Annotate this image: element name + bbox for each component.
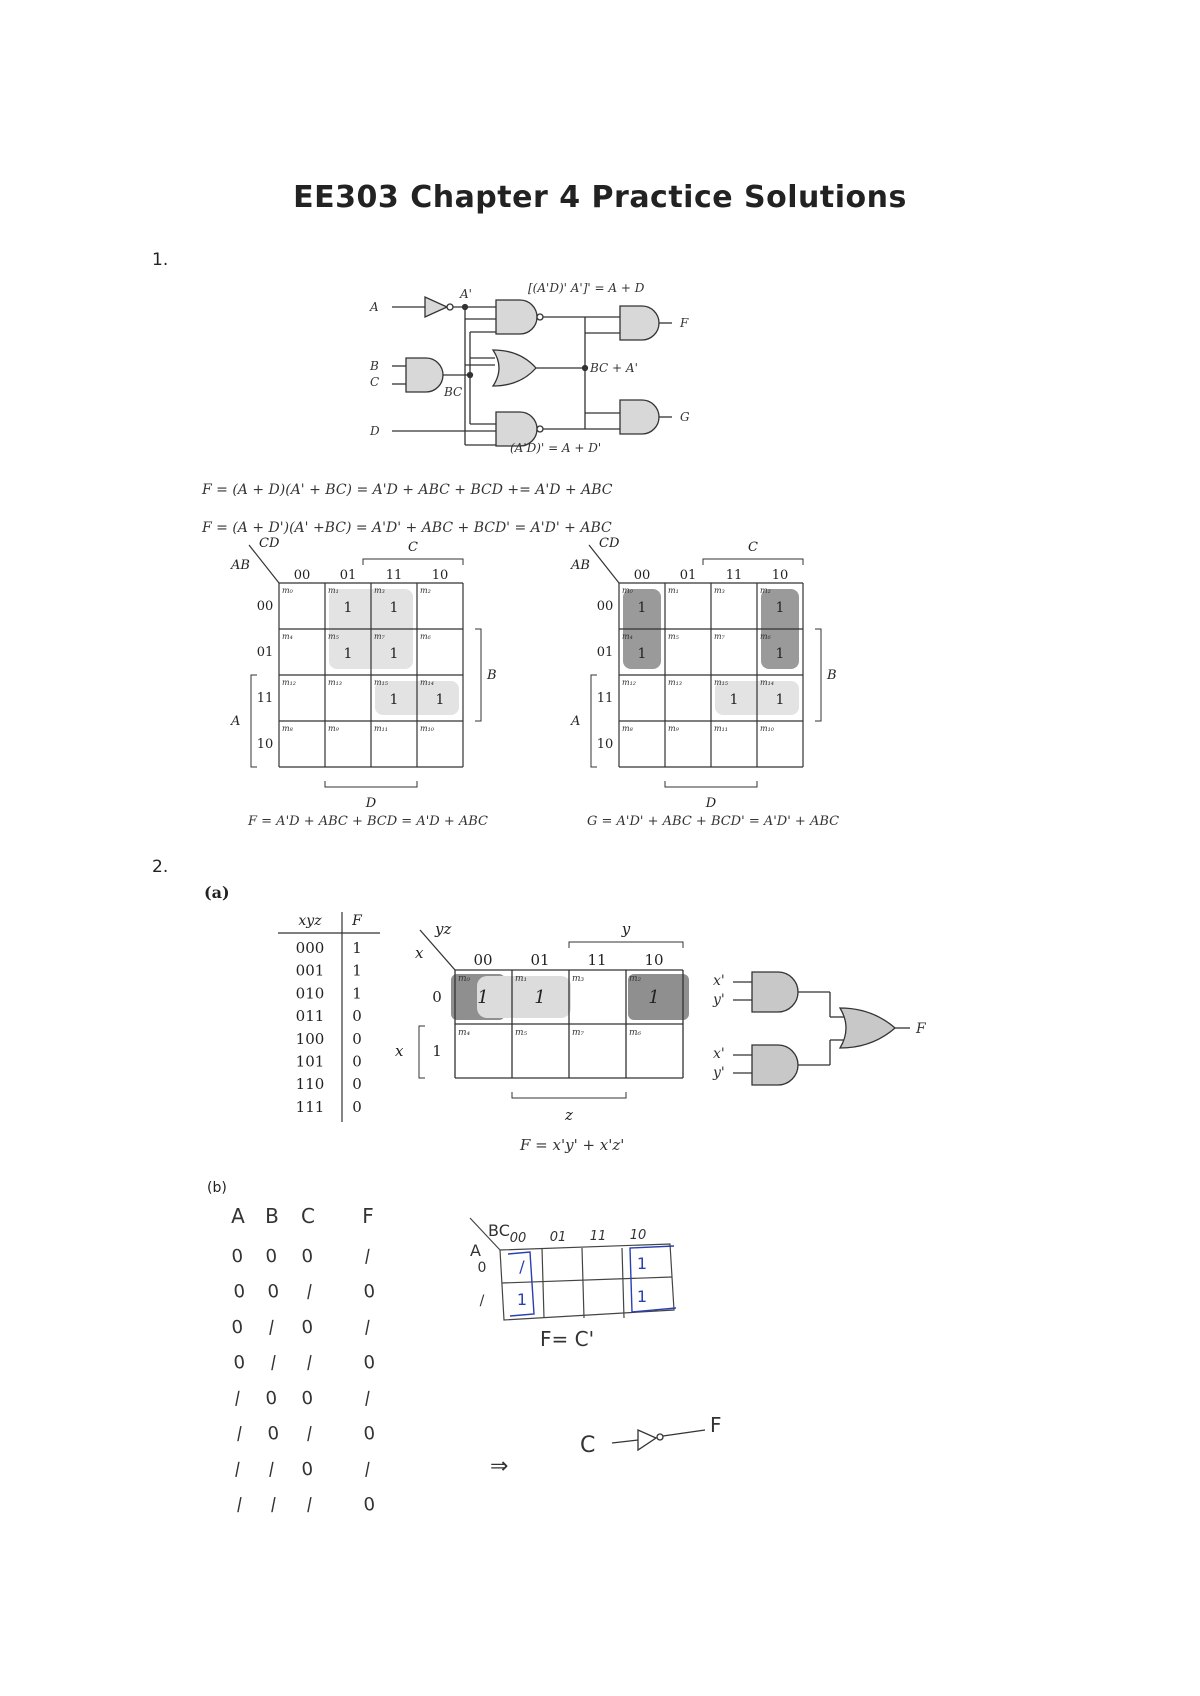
truth-table-cell: 0 [352,1075,362,1094]
handwritten-table-cell: / [363,1316,372,1339]
truth-table-cell: 0 [352,1029,362,1048]
kmap-col-header: 11 [587,951,607,969]
q2a-gate-input-4: y' [713,1065,725,1081]
handwritten-table-cell: / [305,1352,314,1374]
handwritten-table-cell: 0 [266,1280,281,1303]
handwritten-table-header: C [301,1204,315,1228]
truth-table-cell: 1 [352,961,362,980]
circuit-input-b: B [370,359,379,373]
handwritten-table-cell: / [233,1458,242,1481]
handwritten-table-cell: 0 [300,1316,315,1339]
kmap-cell-value: 1 [648,987,660,1008]
truth-table-b [231,1204,377,1516]
kmap-col-header: 00 [633,568,651,583]
kmap-minterm-label: m₁₁ [374,724,388,733]
kmap-cell-value: 1 [637,600,647,616]
kmap-cell-value: 1 [435,692,445,708]
handwritten-table-cell: / [305,1281,314,1303]
q2b-circuit-output: F [710,1413,722,1437]
handwritten-table-cell: 0 [362,1493,377,1516]
kmap-row-header: 0 [432,988,442,1006]
kmap-row-variable: AB [571,558,590,573]
truth-table-cell: 000 [295,939,325,957]
handwritten-table-cell: 0 [230,1316,245,1339]
kmap-2b-caption: F= C' [540,1327,595,1351]
kmap-minterm-label: m₁₄ [420,678,434,687]
kmap-var-a: A [231,714,241,729]
handwritten-table-cell: / [305,1423,314,1445]
truth-table-cell: 011 [295,1007,325,1026]
kmap-grid-line [502,1277,672,1283]
kmap-col-variable: CD [599,536,620,551]
kmap-minterm-label: m₈ [282,724,293,733]
handwritten-table-cell: 0 [300,1458,315,1481]
kmap-cell-value: / [519,1257,525,1276]
kmap-minterm-label: m₉ [328,724,339,733]
implies-arrow: ⇒ [490,1454,509,1479]
kmap-bracket-b [815,629,821,721]
handwritten-table-cell: 0 [232,1351,247,1374]
kmap-minterm-label: m₁₅ [714,678,728,687]
kmap-grid-line [582,1248,584,1318]
kmap-col-header: 10 [771,568,789,583]
kmap-col-variable: yz [435,920,452,938]
kmap-minterm-label: m₁₃ [668,678,682,687]
kmap-col-variable: BC [488,1221,510,1240]
q1-equation-f: F = (A + D)(A' + BC) = A'D + ABC + BCD += A'D + ABC [202,482,613,498]
q2a-gate-input-2: y' [713,992,725,1008]
kmap-bracket-a [251,675,257,767]
kmap-col-variable: CD [259,536,280,551]
kmap-row-header: 10 [256,737,274,752]
kmap-col-header: 10 [431,568,449,583]
circuit-input-d: D [370,424,380,438]
circuit-mid-expression: BC + A' [590,361,638,375]
kmap-cell-value: 1 [389,600,399,616]
kmap-bracket-d [665,781,757,787]
kmap-cell-value: 1 [775,600,785,616]
kmap-minterm-label: m₆ [420,632,431,641]
kmap-minterm-label: m₁ [515,974,528,984]
kmap-row-header: 00 [596,599,614,614]
handwritten-table-cell: 0 [266,1422,281,1445]
truth-table-cell: 001 [295,961,325,980]
truth-table-cell: 1 [352,984,362,1003]
q2a-gate-input-1: x' [713,973,725,989]
kmap-f-caption: F = A'D + ABC + BCD = A'D + ABC [248,814,488,829]
kmap-minterm-label: m₉ [668,724,679,733]
kmap-col-header: 01 [679,568,697,583]
question-2-number: 2. [152,857,169,877]
kmap-bracket-a [591,675,597,767]
kmap-minterm-label: m₇ [374,632,385,641]
kmap-row-variable: x [415,944,424,962]
handwritten-table-cell: 0 [232,1280,247,1303]
kmap-var-x: x [395,1042,404,1060]
handwritten-table-cell: / [235,1423,244,1445]
kmap-grid-line [542,1248,544,1318]
kmap-minterm-label: m₆ [760,632,771,641]
kmap-minterm-label: m₁₁ [714,724,728,733]
kmap-minterm-label: m₅ [668,632,679,641]
kmap-col-header: 11 [589,1229,607,1244]
q2a-gate-output: F [916,1021,926,1037]
kmap-var-b: B [487,668,497,683]
truth-table-cell: 0 [352,1052,362,1071]
kmap-bracket-y [569,942,683,948]
kmap-row-header: 0 [477,1260,487,1276]
kmap-minterm-label: m₁ [668,586,679,595]
kmap-minterm-label: m₃ [374,586,385,595]
kmap-bracket-c [363,559,463,565]
circuit-label-a-not: A' [460,287,472,301]
circuit-output-g: G [680,410,690,424]
truth-table-cell: 1 [352,939,362,957]
handwritten-table-cell: / [363,1387,372,1410]
kmap-var-c: C [748,540,758,555]
kmap-col-header: 11 [725,568,743,583]
q1-equation-g: F = (A + D')(A' +BC) = A'D' + ABC + BCD' = A'D' + ABC [202,520,612,536]
kmap-row-header: 11 [256,691,274,706]
circuit-input-a: A [370,300,379,314]
document-title: EE303 Chapter 4 Practice Solutions [293,180,907,215]
kmap-cell-value: 1 [636,1287,648,1306]
kmap-minterm-label: m₁₅ [374,678,388,687]
kmap-cell-value: 1 [775,646,785,662]
kmap-bracket-x [419,1026,425,1078]
kmap-var-d: D [365,796,377,811]
handwritten-table-cell: 0 [362,1280,377,1303]
kmap-row-header: 00 [256,599,274,614]
kmap-bracket-b [475,629,481,721]
kmap-minterm-label: m₅ [515,1028,528,1038]
kmap-minterm-label: m₂ [629,974,642,984]
kmap-minterm-label: m₂ [760,586,771,595]
handwritten-table-cell: 0 [362,1351,377,1374]
circuit-bottom-expression: (A'D)' = A + D' [510,441,602,455]
kmap-minterm-label: m₁₀ [420,724,434,733]
q2a-gate-input-3: x' [713,1046,725,1062]
kmap-minterm-label: m₁₀ [760,724,774,733]
kmap-col-header: 00 [293,568,311,583]
kmap-minterm-label: m₄ [458,1028,471,1038]
handwritten-table-cell: / [269,1352,278,1374]
kmap-minterm-label: m₁₂ [622,678,636,687]
kmap-minterm-label: m₇ [714,632,725,641]
handwritten-table-header: B [265,1204,279,1228]
kmap-minterm-label: m₄ [282,632,293,641]
q2b-circuit-input: C [580,1433,596,1458]
kmap-grid-line [622,1248,624,1318]
kmap-col-header: 01 [549,1230,567,1245]
kmap-minterm-label: m₁ [328,586,339,595]
truth-table-a [278,912,380,1122]
kmap-cell-value: 1 [636,1254,648,1273]
kmap-g-caption: G = A'D' + ABC + BCD' = A'D' + ABC [587,814,840,829]
kmap-minterm-label: m₀ [458,974,471,984]
kmap-minterm-label: m₃ [714,586,725,595]
handwritten-table-cell: 0 [264,1245,279,1268]
handwritten-table-header: F [362,1204,374,1228]
kmap-var-y: y [621,920,631,938]
truth-table-cell: 010 [295,984,325,1003]
handwritten-table-cell: / [235,1494,244,1516]
handwritten-table-cell: / [305,1494,314,1516]
q2a-circuit [733,972,910,1085]
kmap-row-header: 11 [596,691,614,706]
kmap-row-header: 01 [256,645,274,660]
handwritten-table-cell: 0 [300,1245,315,1268]
handwritten-table-header: A [231,1204,245,1228]
kmap-cell-value: 1 [389,646,399,662]
kmap-minterm-label: m₀ [282,586,293,595]
kmap-bracket-c [703,559,803,565]
kmap-cell-value: 1 [389,692,399,708]
kmap-var-b: B [827,668,837,683]
kmap-var-a: A [571,714,581,729]
handwritten-table-cell: / [267,1458,276,1481]
kmap-2b [470,1218,676,1320]
kmap-col-header: 00 [473,951,493,969]
circuit-top-expression: [(A'D)' A']' = A + D [528,281,645,295]
q2a-label: (a) [204,883,230,902]
handwritten-table-cell: 0 [362,1422,377,1445]
kmap-cell-value: 1 [534,987,546,1008]
kmap-col-header: 11 [385,568,403,583]
circuit-input-c: C [370,375,380,389]
handwritten-table-cell: / [363,1458,372,1481]
kmap-var-z: z [565,1106,573,1124]
kmap-minterm-label: m₄ [622,632,633,641]
kmap-minterm-label: m₇ [572,1028,585,1038]
kmap-row-variable: A [470,1241,481,1260]
handwritten-table-cell: 0 [300,1387,315,1410]
kmap-g [570,536,837,811]
kmap-row-header: / [479,1293,485,1309]
kmap-bracket-d [325,781,417,787]
kmap-minterm-label: m₂ [420,586,431,595]
kmap-row-header: 10 [596,737,614,752]
kmap-minterm-label: m₈ [622,724,633,733]
kmap-2a-caption: F = x'y' + x'z' [520,1136,625,1154]
handwritten-table-cell: / [233,1387,242,1410]
kmap-minterm-label: m₃ [572,974,585,984]
truth-table-cell: 111 [295,1097,325,1116]
kmap-2a [395,920,689,1124]
kmap-row-header: 01 [596,645,614,660]
kmap-cell-value: 1 [729,692,739,708]
kmap-col-header: 01 [530,951,550,969]
kmap-cell-value: 1 [343,600,353,616]
truth-table-header: xyz [298,913,322,929]
kmap-minterm-label: m₅ [328,632,339,641]
kmap-cell-value: 1 [343,646,353,662]
kmap-col-header: 00 [509,1231,527,1246]
question-1-number: 1. [152,250,169,270]
kmap-row-variable: AB [231,558,250,573]
kmap-minterm-label: m₆ [629,1028,642,1038]
kmap-col-header: 10 [644,951,664,969]
kmap-minterm-label: m₀ [622,586,633,595]
truth-table-cell: 0 [352,1007,362,1026]
kmap-cell-value: 1 [775,692,785,708]
truth-table-header: F [352,913,362,929]
truth-table-cell: 110 [295,1075,325,1094]
circuit-output-f: F [680,316,689,330]
truth-table-cell: 100 [295,1029,325,1048]
kmap-minterm-label: m₁₃ [328,678,342,687]
kmap-cell-value: 1 [637,646,647,662]
kmap-var-c: C [408,540,418,555]
kmap-row-header: 1 [432,1042,442,1060]
handwritten-table-cell: / [363,1245,372,1268]
truth-table-cell: 0 [352,1097,362,1116]
q2b-label: (b) [207,1180,227,1196]
kmap-var-d: D [705,796,717,811]
kmap-f [230,536,497,811]
kmap-col-header: 01 [339,568,357,583]
handwritten-table-cell: 0 [264,1387,279,1410]
circuit-label-bc: BC [444,385,463,399]
kmap-minterm-label: m₁₄ [760,678,774,687]
kmap-cell-value: 1 [516,1290,528,1309]
kmap-cell-value: 1 [477,987,489,1008]
handwritten-table-cell: / [267,1316,276,1339]
kmap-bracket-z [512,1092,626,1098]
truth-table-cell: 101 [295,1052,325,1071]
handwritten-table-cell: / [269,1494,278,1516]
handwritten-table-cell: 0 [230,1245,245,1268]
q2b-inverter-circuit [612,1430,705,1450]
kmap-minterm-label: m₁₂ [282,678,296,687]
kmap-col-header: 10 [629,1228,647,1243]
